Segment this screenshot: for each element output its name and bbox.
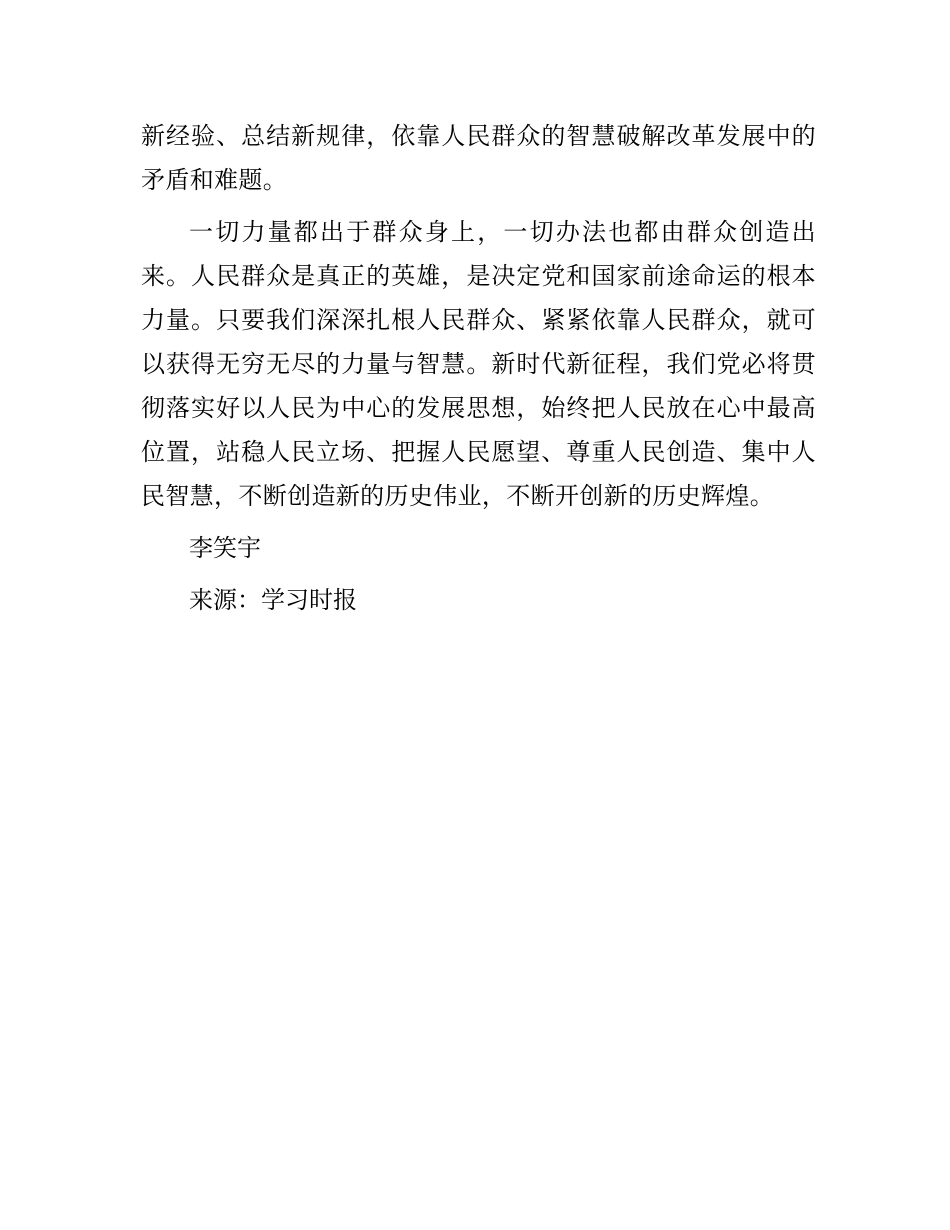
source-line: 来源：学习时报: [189, 586, 357, 614]
paragraph-continued: 新经验、总结新规律，依靠人民群众的智慧破解改革发展中的矛盾和难题。: [141, 122, 816, 194]
author-name: 李笑宇: [189, 534, 261, 562]
article-body: [141, 114, 816, 630]
paragraph-main: 一切力量都出于群众身上，一切办法也都由群众创造出来。人民群众是真正的英雄，是决定党和国家前途命运的根本力量。只要我们深深扎根人民群众、紧紧依靠人民群众，就可以获得无穷无尽的力量与智慧。新时代新征程，我们党必将贯彻落实好以人民为中心的发展思想，始终把人民放在心中最高位置，站稳人民立场、把握人民愿望、尊重人民创造、集中人民智慧，不断创造新的历史伟业，不断开创新的历史辉煌。: [141, 218, 816, 510]
